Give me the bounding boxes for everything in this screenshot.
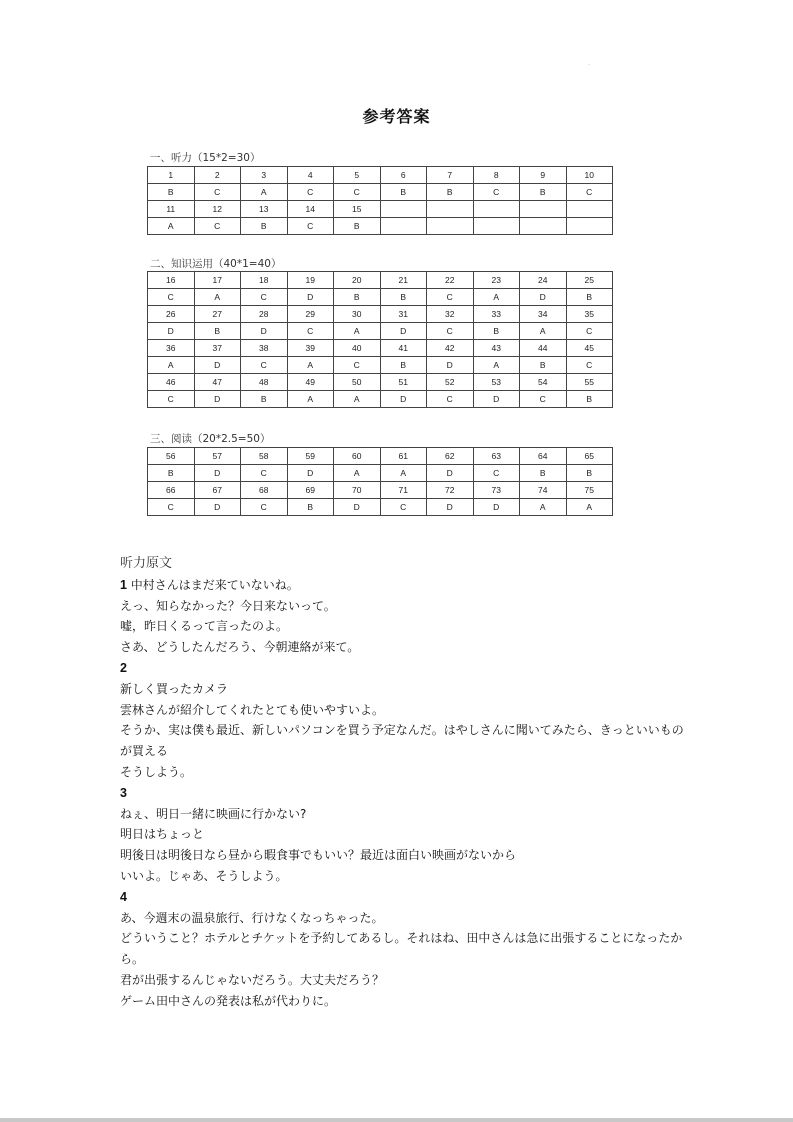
- table-cell: 6: [380, 167, 427, 184]
- table-cell: 65: [566, 448, 613, 465]
- table-cell: C: [287, 184, 334, 201]
- table-row: [148, 340, 613, 357]
- table-cell: C: [334, 357, 381, 374]
- table-cell: 72: [427, 482, 474, 499]
- table-cell: C: [566, 323, 613, 340]
- table-cell: 39: [287, 340, 334, 357]
- section-label-listening: 一、听力（15*2=30）: [150, 152, 261, 164]
- table-cell: A: [566, 499, 613, 516]
- table-cell: B: [241, 391, 288, 408]
- table-cell: A: [194, 289, 241, 306]
- table-cell: B: [566, 289, 613, 306]
- transcript-line: さあ、どうしたんだろう、今朝連絡が来て。: [120, 640, 360, 655]
- table-row: [148, 357, 613, 374]
- table-cell: B: [427, 184, 474, 201]
- table-cell: C: [334, 184, 381, 201]
- table-cell: 2: [194, 167, 241, 184]
- table-cell: 31: [380, 306, 427, 323]
- table-cell: D: [520, 289, 567, 306]
- table-cell: 24: [520, 272, 567, 289]
- table-cell: A: [287, 391, 334, 408]
- table-cell: 1: [148, 167, 195, 184]
- table-cell: 49: [287, 374, 334, 391]
- table-cell: 45: [566, 340, 613, 357]
- table-cell: C: [148, 289, 195, 306]
- transcript-line: 明日はちょっと: [120, 827, 205, 842]
- table-cell: [380, 201, 427, 218]
- table-cell: 28: [241, 306, 288, 323]
- table-cell: D: [194, 499, 241, 516]
- table-cell: 64: [520, 448, 567, 465]
- table-cell: 67: [194, 482, 241, 499]
- table-cell: B: [520, 357, 567, 374]
- table-row: [148, 499, 613, 516]
- transcript-line: 新しく買ったカメラ: [120, 681, 229, 696]
- table-cell: B: [380, 289, 427, 306]
- table-cell: 7: [427, 167, 474, 184]
- table-cell: 44: [520, 340, 567, 357]
- table-cell: 32: [427, 306, 474, 323]
- table-cell: 66: [148, 482, 195, 499]
- table-cell: 33: [473, 306, 520, 323]
- transcript-line: あ、今週末の温泉旅行、行けなくなっちゃった。: [120, 910, 384, 925]
- table-cell: 43: [473, 340, 520, 357]
- transcript-item-number: 4: [120, 889, 127, 904]
- table-cell: C: [148, 499, 195, 516]
- table-cell: 50: [334, 374, 381, 391]
- table-cell: B: [194, 323, 241, 340]
- table-cell: [473, 218, 520, 235]
- table-cell: 9: [520, 167, 567, 184]
- transcript-item-1-first-line: [120, 575, 720, 596]
- table-cell: 71: [380, 482, 427, 499]
- transcript-line: 雲林さんが紹介してくれたとても使いやすいよ。: [120, 702, 385, 717]
- table-cell: C: [520, 391, 567, 408]
- table-cell: 26: [148, 306, 195, 323]
- table-cell: 56: [148, 448, 195, 465]
- table-cell: D: [287, 465, 334, 482]
- table-cell: 16: [148, 272, 195, 289]
- table-cell: 41: [380, 340, 427, 357]
- table-row: [148, 448, 613, 465]
- table-cell: [473, 201, 520, 218]
- table-cell: C: [380, 499, 427, 516]
- answer-table-reading: [147, 447, 613, 516]
- table-cell: 40: [334, 340, 381, 357]
- table-cell: [427, 218, 474, 235]
- table-cell: 48: [241, 374, 288, 391]
- table-cell: 46: [148, 374, 195, 391]
- table-cell: B: [148, 465, 195, 482]
- transcript-line: そうか、実は僕も最近、新しいパソコンを買う予定なんだ。はやしさんに聞いてみたら、きっといいものが買える: [120, 723, 684, 759]
- transcript-line: ゲーム田中さんの発表は私が代わりに。: [120, 993, 337, 1008]
- table-row: [148, 465, 613, 482]
- table-cell: C: [194, 218, 241, 235]
- answer-table-body: [148, 448, 613, 516]
- transcript-line: 明後日は明後日なら昼から暇食事でもいい？最近は面白い映画がないから: [120, 848, 517, 863]
- table-cell: D: [287, 289, 334, 306]
- table-cell: A: [520, 323, 567, 340]
- table-row: [148, 201, 613, 218]
- table-cell: 17: [194, 272, 241, 289]
- table-cell: B: [566, 391, 613, 408]
- table-cell: A: [148, 357, 195, 374]
- table-cell: C: [194, 184, 241, 201]
- table-cell: 35: [566, 306, 613, 323]
- table-cell: C: [241, 357, 288, 374]
- section-label-knowledge: 二、知识运用（40*1=40）: [150, 258, 282, 270]
- table-row: [148, 323, 613, 340]
- table-cell: D: [427, 499, 474, 516]
- table-row: [148, 167, 613, 184]
- table-cell: B: [520, 184, 567, 201]
- table-cell: 68: [241, 482, 288, 499]
- table-cell: [520, 201, 567, 218]
- table-cell: D: [380, 391, 427, 408]
- table-cell: 18: [241, 272, 288, 289]
- table-cell: C: [566, 357, 613, 374]
- table-cell: 15: [334, 201, 381, 218]
- table-cell: 60: [334, 448, 381, 465]
- transcript-line: そうしよう。: [120, 764, 193, 779]
- transcript-line: 中村さんはまだ来ていないね。: [130, 577, 299, 592]
- answer-table-body: [148, 167, 613, 235]
- transcript-line: 君が出張するんじゃないだろう。大丈夫だろう？: [120, 972, 385, 987]
- table-cell: 34: [520, 306, 567, 323]
- table-cell: 75: [566, 482, 613, 499]
- transcript-item-number: 3: [120, 785, 127, 800]
- table-cell: D: [194, 465, 241, 482]
- transcript-line: 嘘，昨日くるって言ったのよ。: [120, 619, 289, 634]
- table-cell: A: [334, 465, 381, 482]
- table-cell: 42: [427, 340, 474, 357]
- transcript-item-number: 1: [120, 577, 127, 592]
- table-cell: [380, 218, 427, 235]
- table-cell: [427, 201, 474, 218]
- table-cell: 20: [334, 272, 381, 289]
- table-cell: 29: [287, 306, 334, 323]
- table-cell: 3: [241, 167, 288, 184]
- transcript-heading: 听力原文: [120, 556, 173, 571]
- table-row: [148, 184, 613, 201]
- table-row: [148, 482, 613, 499]
- table-cell: B: [287, 499, 334, 516]
- table-cell: A: [334, 391, 381, 408]
- table-cell: B: [380, 184, 427, 201]
- listening-transcript: [120, 554, 720, 1012]
- table-cell: 69: [287, 482, 334, 499]
- page-title: 参考答案: [362, 107, 431, 126]
- table-cell: C: [427, 323, 474, 340]
- table-row: [148, 391, 613, 408]
- table-cell: A: [380, 465, 427, 482]
- table-cell: A: [520, 499, 567, 516]
- table-cell: 36: [148, 340, 195, 357]
- table-cell: C: [287, 218, 334, 235]
- table-cell: D: [334, 499, 381, 516]
- table-cell: 21: [380, 272, 427, 289]
- table-cell: 19: [287, 272, 334, 289]
- transcript-line: いいよ。じゃあ、そうしよう。: [120, 868, 288, 883]
- table-cell: B: [241, 218, 288, 235]
- table-cell: C: [473, 184, 520, 201]
- table-cell: D: [473, 499, 520, 516]
- table-row: [148, 306, 613, 323]
- table-cell: 12: [194, 201, 241, 218]
- table-cell: [520, 218, 567, 235]
- table-cell: D: [241, 323, 288, 340]
- table-cell: 51: [380, 374, 427, 391]
- table-cell: B: [473, 323, 520, 340]
- table-cell: 70: [334, 482, 381, 499]
- table-row: [148, 289, 613, 306]
- table-cell: C: [427, 391, 474, 408]
- transcript-item-number: 2: [120, 660, 127, 675]
- table-cell: 52: [427, 374, 474, 391]
- table-row: [148, 218, 613, 235]
- table-cell: D: [427, 357, 474, 374]
- table-cell: C: [473, 465, 520, 482]
- table-cell: 73: [473, 482, 520, 499]
- table-cell: 62: [427, 448, 474, 465]
- table-cell: 74: [520, 482, 567, 499]
- table-cell: C: [241, 499, 288, 516]
- table-cell: 8: [473, 167, 520, 184]
- transcript-line: どういうこと？ホテルとチケットを予約してあるし。それはね、田中さんは急に出張することになったから。: [120, 931, 683, 967]
- table-cell: 22: [427, 272, 474, 289]
- transcript-line: えっ、知らなかった？今日来ないって。: [120, 598, 336, 613]
- table-cell: 27: [194, 306, 241, 323]
- table-cell: 13: [241, 201, 288, 218]
- table-cell: B: [380, 357, 427, 374]
- table-cell: 38: [241, 340, 288, 357]
- table-cell: B: [520, 465, 567, 482]
- table-cell: D: [148, 323, 195, 340]
- page-bottom-rule: [0, 1118, 793, 1122]
- table-cell: C: [148, 391, 195, 408]
- table-cell: 14: [287, 201, 334, 218]
- table-cell: B: [566, 465, 613, 482]
- table-cell: 30: [334, 306, 381, 323]
- table-cell: B: [334, 289, 381, 306]
- table-cell: D: [427, 465, 474, 482]
- table-cell: C: [427, 289, 474, 306]
- answer-table-listening: [147, 166, 613, 235]
- table-cell: A: [473, 357, 520, 374]
- table-cell: 37: [194, 340, 241, 357]
- transcript-line: ねぇ、明日一緒に映画に行かない?: [120, 806, 307, 821]
- corner-mark: ·: [588, 62, 590, 69]
- table-cell: D: [380, 323, 427, 340]
- table-cell: 5: [334, 167, 381, 184]
- table-cell: C: [287, 323, 334, 340]
- table-cell: 58: [241, 448, 288, 465]
- table-cell: D: [194, 391, 241, 408]
- table-cell: 57: [194, 448, 241, 465]
- table-cell: D: [473, 391, 520, 408]
- table-cell: [566, 201, 613, 218]
- table-cell: A: [334, 323, 381, 340]
- table-cell: A: [473, 289, 520, 306]
- table-cell: B: [334, 218, 381, 235]
- table-row: [148, 374, 613, 391]
- answer-table-body: [148, 272, 613, 408]
- table-cell: 54: [520, 374, 567, 391]
- table-cell: B: [148, 184, 195, 201]
- table-cell: A: [148, 218, 195, 235]
- answer-table-knowledge: [147, 271, 613, 408]
- table-cell: D: [194, 357, 241, 374]
- table-cell: 63: [473, 448, 520, 465]
- table-cell: C: [241, 289, 288, 306]
- table-cell: 59: [287, 448, 334, 465]
- table-cell: 53: [473, 374, 520, 391]
- table-cell: A: [287, 357, 334, 374]
- table-cell: C: [241, 465, 288, 482]
- table-cell: 25: [566, 272, 613, 289]
- table-cell: 47: [194, 374, 241, 391]
- table-cell: 55: [566, 374, 613, 391]
- table-cell: 4: [287, 167, 334, 184]
- table-cell: A: [241, 184, 288, 201]
- table-cell: [566, 218, 613, 235]
- section-label-reading: 三、阅读（20*2.5=50）: [150, 433, 271, 445]
- table-cell: 23: [473, 272, 520, 289]
- table-cell: C: [566, 184, 613, 201]
- table-cell: 10: [566, 167, 613, 184]
- table-row: [148, 272, 613, 289]
- table-cell: 11: [148, 201, 195, 218]
- table-cell: 61: [380, 448, 427, 465]
